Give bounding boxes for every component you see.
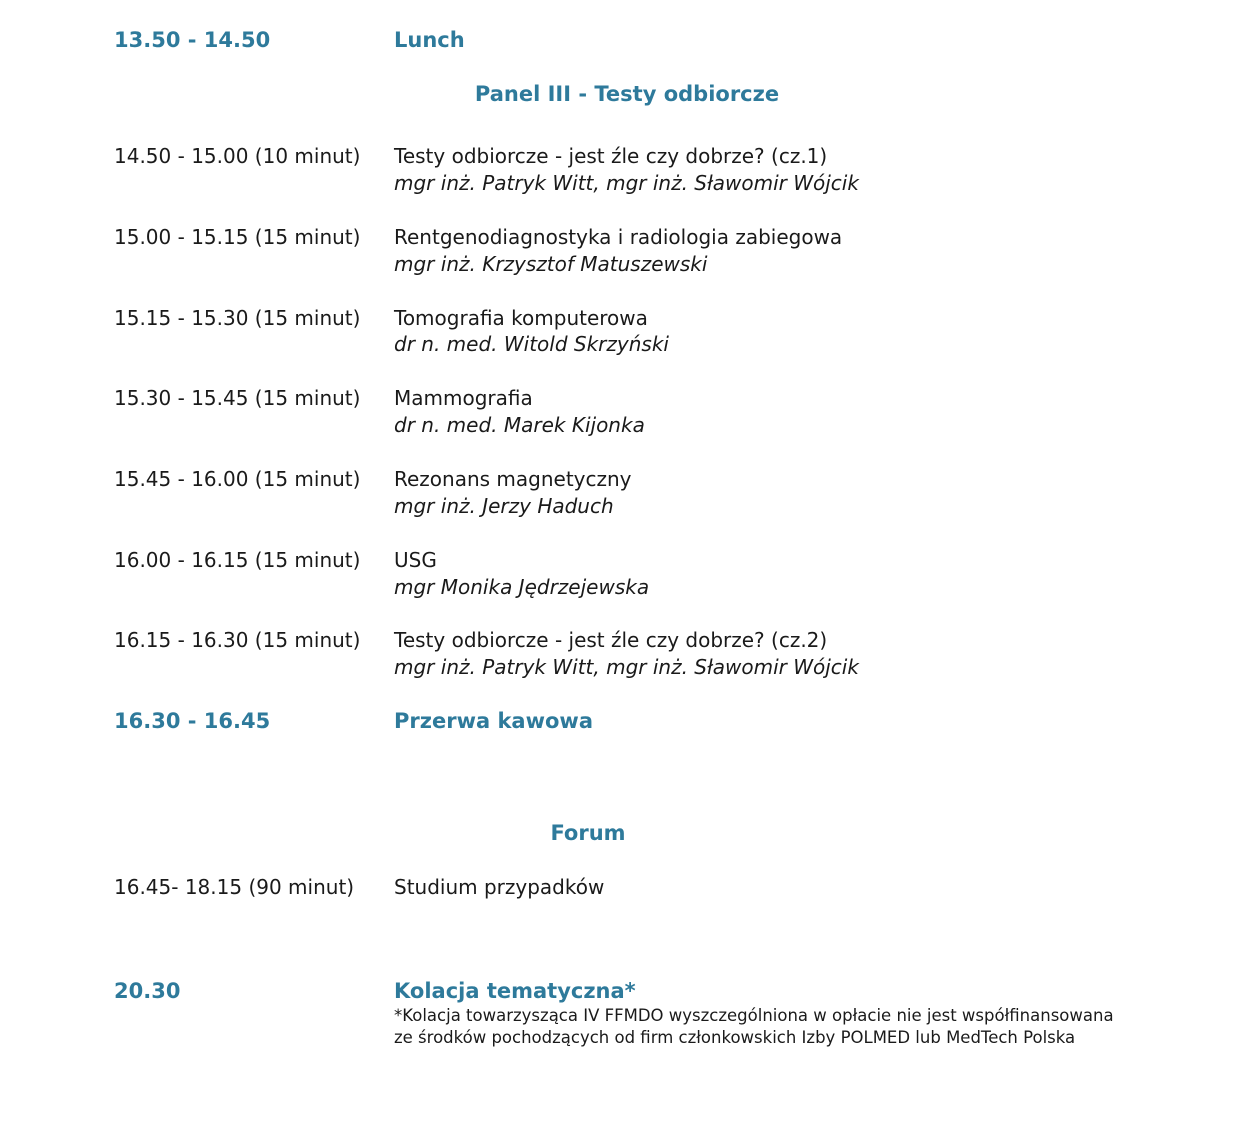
session-title: Rezonans magnetyczny — [394, 467, 632, 491]
coffee-label: Przerwa kawowa — [394, 709, 593, 733]
session-speaker: mgr inż. Jerzy Haduch — [394, 494, 614, 518]
session-speaker: mgr inż. Krzysztof Matuszewski — [394, 252, 708, 276]
session-title: USG — [394, 548, 437, 572]
session-title: Rentgenodiagnostyka i radiologia zabiegowa — [394, 225, 843, 249]
session-time: 16.00 - 16.15 (15 minut) — [114, 548, 361, 572]
dinner-note: *Kolacja towarzysząca IV FFMDO wyszczególniona w opłacie nie jest współfinansowana ze środków pochodzących od firm członkowskich Izby POLMED lub MedTech Polska — [394, 1006, 1114, 1047]
session-time: 15.15 - 15.30 (15 minut) — [114, 306, 361, 330]
session-time: 14.50 - 15.00 (10 minut) — [114, 144, 361, 168]
forum-time: 16.45- 18.15 (90 minut) — [114, 875, 355, 899]
session-title: Tomografia komputerowa — [394, 306, 648, 330]
panel-heading: Panel III - Testy odbiorcze — [474, 82, 780, 106]
coffee-time: 16.30 - 16.45 — [114, 709, 271, 733]
session-speaker: mgr Monika Jędrzejewska — [394, 575, 650, 599]
session-time: 15.30 - 15.45 (15 minut) — [114, 386, 361, 410]
lunch-label: Lunch — [394, 28, 465, 52]
session-speaker: mgr inż. Patryk Witt, mgr inż. Sławomir Wójcik — [394, 171, 859, 195]
session-time: 15.45 - 16.00 (15 minut) — [114, 467, 361, 491]
session-time: 16.15 - 16.30 (15 minut) — [114, 628, 361, 652]
session-title: Mammografia — [394, 386, 533, 410]
session-title: Testy odbiorcze - jest źle czy dobrze? (cz.2) — [394, 628, 828, 652]
session-speaker: dr n. med. Witold Skrzyński — [394, 332, 669, 356]
session-time: 15.00 - 15.15 (15 minut) — [114, 225, 361, 249]
dinner-label: Kolacja tematyczna* — [394, 979, 636, 1003]
session-title: Testy odbiorcze - jest źle czy dobrze? (cz.1) — [394, 144, 828, 168]
lunch-time: 13.50 - 14.50 — [114, 28, 271, 52]
dinner-time: 20.30 — [114, 979, 181, 1003]
forum-title: Studium przypadków — [394, 875, 605, 899]
session-speaker: dr n. med. Marek Kijonka — [394, 413, 645, 437]
forum-heading: Forum — [550, 821, 626, 845]
session-speaker: mgr inż. Patryk Witt, mgr inż. Sławomir Wójcik — [394, 655, 859, 679]
